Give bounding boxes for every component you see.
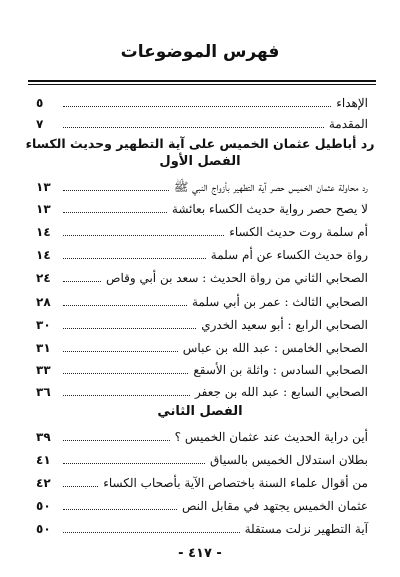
toc-row[interactable] (36, 175, 368, 195)
entry-text: أين دراية الحديث عند عثمان الخميس ؟ (174, 430, 368, 444)
title-rule-bottom (28, 84, 376, 85)
page-number: ٣٠ (36, 318, 51, 332)
dot-leader (63, 127, 324, 128)
toc-row[interactable] (36, 471, 368, 491)
entry-text: من أقوال علماء السنة باختصاص الآية بأصحاب الكساء (103, 476, 368, 490)
page-number: ٥٠ (36, 499, 51, 513)
toc-row[interactable] (36, 112, 368, 132)
entry-text: رواة حديث الكساء عن أم سلمة (210, 248, 368, 262)
dot-leader (63, 235, 224, 236)
toc-row[interactable] (36, 290, 368, 310)
toc-row[interactable] (36, 358, 368, 378)
entry-text: الصحابي الخامس : عبد الله بن عباس (182, 341, 368, 355)
page-number: ٣١ (36, 341, 51, 355)
toc-row[interactable] (36, 380, 368, 400)
page-number: ٢٨ (36, 295, 51, 309)
toc-row[interactable] (36, 336, 368, 356)
toc-row[interactable] (36, 266, 368, 286)
footer-page-number: - ٤١٧ - (178, 546, 222, 561)
toc-row[interactable] (36, 243, 368, 263)
entry-text: الصحابي الرابع : أبو سعيد الخدري (201, 318, 368, 332)
entry-text: الصحابي السابع : عبد الله بن جعفر (195, 385, 368, 399)
toc-row[interactable] (36, 517, 368, 537)
dot-leader (63, 258, 206, 259)
page-number: ٣٩ (36, 430, 51, 444)
chapter-heading: الفصل الثاني (157, 404, 243, 419)
toc-row[interactable] (36, 425, 368, 445)
title-rule-top (28, 80, 376, 82)
dot-leader (63, 351, 178, 352)
dot-leader (63, 395, 190, 396)
page-number: ٧ (36, 117, 44, 131)
entry-text: الصحابي الثاني من رواة الحديث : سعد بن أبي وقاص (105, 271, 368, 285)
page-number: ١٤ (36, 248, 51, 262)
main-heading: رد أباطيل عثمان الخميس على آية التطهير وحديث الكساء (25, 136, 375, 151)
toc-row[interactable] (36, 448, 368, 468)
page-number: ٤١ (36, 453, 51, 467)
entry-text: المقدمة (328, 117, 368, 131)
toc-row[interactable] (36, 197, 368, 217)
entry-text: الإهداء (336, 96, 368, 110)
dot-leader (63, 305, 187, 306)
dot-leader (63, 190, 169, 191)
entry-text: رد محاولة عثمان الخميس حصر آية التطهير بأزواج النبي ﷺ (173, 180, 368, 194)
page-title: فهرس الموضوعات (120, 42, 280, 62)
toc-row[interactable] (36, 91, 368, 111)
entry-text: لا يصح حصر رواية حديث الكساء بعائشة (171, 202, 368, 216)
page-number: ٣٦ (36, 385, 51, 399)
entry-text: عثمان الخميس يجتهد في مقابل النص (181, 499, 368, 513)
page-number: ١٣ (36, 202, 51, 216)
entry-text: بطلان استدلال الخميس بالسياق (209, 453, 368, 467)
dot-leader (63, 281, 101, 282)
page-number: ١٣ (36, 180, 51, 194)
toc-row[interactable] (36, 494, 368, 514)
toc-row[interactable] (36, 313, 368, 333)
page-number: ٣٣ (36, 363, 51, 377)
dot-leader (63, 106, 331, 107)
entry-text: آية التطهير نزلت مستقلة (244, 522, 368, 536)
chapter-heading: الفصل الأول (159, 154, 241, 169)
dot-leader (63, 373, 188, 374)
page-number: ٤٢ (36, 476, 51, 490)
page-number: ٥ (36, 96, 44, 110)
dot-leader (63, 509, 177, 510)
page-number: ٢٤ (36, 271, 51, 285)
dot-leader (63, 440, 170, 441)
dot-leader (63, 486, 98, 487)
page-number: ١٤ (36, 225, 51, 239)
entry-text: الصحابي السادس : واثلة بن الأسقع (193, 363, 368, 377)
dot-leader (63, 328, 196, 329)
toc-row[interactable] (36, 220, 368, 240)
dot-leader (63, 463, 205, 464)
page-number: ٥٠ (36, 522, 51, 536)
entry-text: الصحابي الثالث : عمر بن أبي سلمة (191, 295, 368, 309)
dot-leader (63, 532, 240, 533)
entry-text: أم سلمة روت حديث الكساء (229, 225, 368, 239)
dot-leader (63, 212, 167, 213)
